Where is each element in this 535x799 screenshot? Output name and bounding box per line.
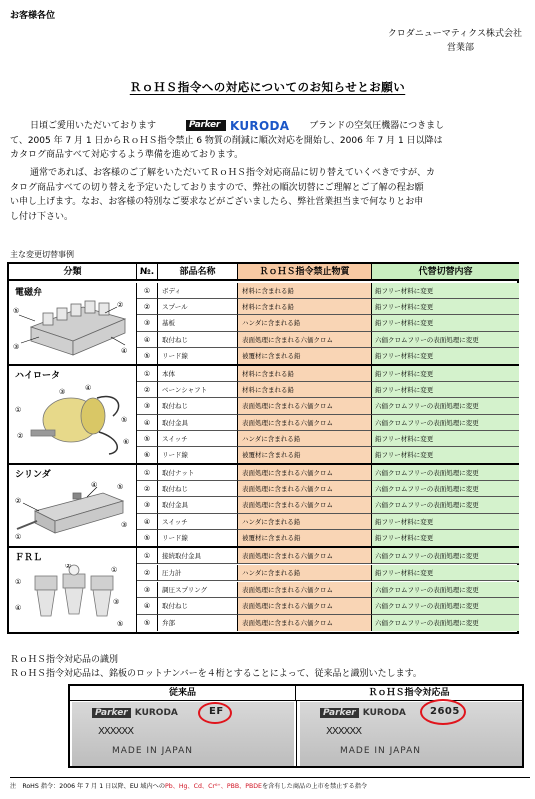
nameplate-parker: Parker	[320, 708, 359, 718]
intro-paragraph-2	[10, 166, 526, 224]
footnote-suffix: を含有した商品の上市を禁止する指令	[261, 783, 368, 790]
row-part: リード線	[158, 530, 238, 546]
header-category: 分類	[9, 264, 137, 281]
row-alternative: 六価クロムフリーの表面処理に変更	[372, 481, 519, 497]
divider	[296, 701, 297, 766]
row-substance: 表面処理に含まれる六価クロム	[238, 615, 372, 631]
row-part: 取付金具	[158, 497, 238, 513]
category-cell	[9, 366, 137, 463]
old-lot-number: EF	[209, 706, 224, 717]
row-part: スイッチ	[158, 431, 238, 447]
svg-text:⑤: ⑤	[117, 483, 124, 491]
svg-text:③: ③	[113, 598, 120, 606]
svg-text:②: ②	[15, 497, 22, 505]
header-substance: ＲｏＨＳ指令禁止物質	[238, 264, 372, 281]
old-nameplate-photo	[72, 702, 294, 766]
row-alternative: 鉛フリー材料に変更	[372, 565, 519, 581]
row-alternative: 六価クロムフリーの表面処理に変更	[372, 415, 519, 431]
svg-text:②: ②	[65, 564, 72, 570]
footnote-prefix: 注 RoHS 指令：2006 年 7 月 1 日以降、EU 域内への	[10, 783, 166, 790]
row-no: ④	[137, 415, 158, 431]
row-part: 取付ねじ	[158, 481, 238, 497]
intro-paragraph-1	[10, 119, 526, 163]
svg-text:⑤: ⑤	[117, 620, 124, 628]
row-no: ①	[137, 548, 158, 564]
row-no: ⑤	[137, 615, 158, 631]
row-part: スイッチ	[158, 514, 238, 530]
row-part: 接続取付金具	[158, 548, 238, 564]
row-substance: ハンダに含まれる鉛	[238, 431, 372, 447]
header-no: №.	[137, 264, 158, 281]
highlight-circle	[420, 699, 466, 725]
row-substance: 表面処理に含まれる六価クロム	[238, 332, 372, 348]
row-substance: 材料に含まれる鉛	[238, 382, 372, 398]
row-no: ④	[137, 332, 158, 348]
row-alternative: 鉛フリー材料に変更	[372, 299, 519, 315]
solenoid-valve-image	[13, 299, 133, 361]
category-label: ＦＲＬ	[15, 553, 43, 563]
row-no: ①	[137, 283, 158, 299]
row-no: ③	[137, 582, 158, 598]
row-substance: 材料に含まれる鉛	[238, 283, 372, 299]
made-in-japan: MADE IN JAPAN	[112, 746, 194, 756]
salutation: お客様各位	[10, 11, 56, 21]
row-no: ②	[137, 382, 158, 398]
svg-text:②: ②	[117, 301, 124, 309]
row-alternative: 六価クロムフリーの表面処理に変更	[372, 398, 519, 414]
made-in-japan: MADE IN JAPAN	[340, 746, 422, 756]
row-alternative: 六価クロムフリーの表面処理に変更	[372, 598, 519, 614]
intro-p2-line-2: タログ商品すべての切り替えを予定いたしておりますので、弊社の順次切替にご理解とご了解の程お願	[10, 182, 424, 193]
row-alternative: 鉛フリー材料に変更	[372, 431, 519, 447]
row-part: 本体	[158, 366, 238, 382]
svg-text:③: ③	[59, 388, 66, 396]
row-alternative: 鉛フリー材料に変更	[372, 366, 519, 382]
svg-text:④: ④	[91, 481, 98, 489]
identification-text: ＲｏＨＳ指令対応品は、銘板のロットナンバーを４桁とすることによって、従来品と識別いたします。	[10, 669, 422, 679]
row-no: ③	[137, 497, 158, 513]
category-label: シリンダ	[15, 470, 51, 480]
row-part: スプール	[158, 299, 238, 315]
footnote-substances: Pb、Hg、Cd、Cr⁶⁺、PBB、PBDE	[165, 783, 262, 790]
row-part: ボディ	[158, 283, 238, 299]
row-substance: 表面処理に含まれる六価クロム	[238, 415, 372, 431]
intro-line-1-pre: 日頃ご愛用いただいております	[30, 121, 157, 131]
row-no: ⑥	[137, 447, 158, 463]
category-label: 電磁弁	[15, 288, 43, 298]
row-substance: 表面処理に含まれる六価クロム	[238, 598, 372, 614]
row-substance: 表面処理に含まれる六価クロム	[238, 497, 372, 513]
group-hi-rotor	[9, 366, 517, 465]
row-alternative: 鉛フリー材料に変更	[372, 283, 519, 299]
row-alternative: 鉛フリー材料に変更	[372, 514, 519, 530]
row-alternative: 六価クロムフリーの表面処理に変更	[372, 332, 519, 348]
row-no: ⑤	[137, 348, 158, 364]
svg-text:⑤: ⑤	[121, 416, 128, 424]
row-part: リード線	[158, 348, 238, 364]
intro-p2-line-4: し付け下さい。	[10, 211, 74, 222]
parker-logo: Parker	[186, 120, 226, 131]
intro-p2-line-1: 通常であれば、お客様のご了解をいただいてＲｏＨＳ指令対応商品に切り替えていくべきですが、カ	[30, 168, 436, 178]
footnote	[10, 777, 530, 791]
row-no: ⑤	[137, 530, 158, 546]
intro-line-2: て、2005 年 7 月 1 日からＲｏＨＳ指令禁止 6 物質の削減に順次対応を開始し、2006 年 7 月 1 日以降は	[10, 135, 443, 146]
nameplate-brand	[320, 708, 406, 718]
row-part: 取付ナット	[158, 465, 238, 481]
table-caption: 主な変更切替事例	[10, 250, 74, 259]
svg-text:④: ④	[85, 384, 92, 392]
row-part: リード線	[158, 447, 238, 463]
svg-text:①: ①	[15, 533, 22, 541]
category-cell	[9, 283, 137, 364]
company-name: クロダニューマティクス株式会社	[387, 29, 522, 39]
identification-comparison	[68, 684, 524, 768]
row-part: 弁部	[158, 615, 238, 631]
nameplate-kuroda: KURODA	[362, 708, 406, 718]
row-substance: 表面処理に含まれる六価クロム	[238, 582, 372, 598]
row-substance: 表面処理に含まれる六価クロム	[238, 481, 372, 497]
category-cell	[9, 465, 137, 546]
svg-text:⑥: ⑥	[123, 438, 130, 446]
kuroda-logo: KURODA	[229, 118, 290, 133]
category-label: ハイロータ	[15, 371, 61, 381]
row-no: ⑤	[137, 431, 158, 447]
group-frl	[9, 548, 517, 632]
row-no: ③	[137, 398, 158, 414]
row-substance: 被覆材に含まれる鉛	[238, 530, 372, 546]
intro-line-3: カタログ商品すべて対応するよう準備を進めております。	[10, 150, 244, 160]
svg-text:①: ①	[111, 566, 118, 574]
row-substance: ハンダに含まれる鉛	[238, 315, 372, 331]
nameplate-parker: Parker	[92, 708, 131, 718]
row-part: 取付ねじ	[158, 598, 238, 614]
row-substance: 表面処理に含まれる六価クロム	[238, 548, 372, 564]
row-part: 取付金具	[158, 415, 238, 431]
nameplate-kuroda: KURODA	[134, 708, 178, 718]
header-alternative: 代替切替内容	[372, 264, 519, 281]
row-no: ①	[137, 366, 158, 382]
hi-rotor-image	[13, 382, 133, 460]
row-substance: 材料に含まれる鉛	[238, 299, 372, 315]
row-no: ②	[137, 299, 158, 315]
new-nameplate-photo	[300, 702, 522, 766]
row-part: 取付ねじ	[158, 332, 238, 348]
row-alternative: 鉛フリー材料に変更	[372, 382, 519, 398]
intro-p2-line-3: い申し上げます。なお、お客様の特別なご要求などがございましたら、弊社営業担当まで何なりとお申	[10, 197, 424, 207]
svg-text:①: ①	[15, 578, 22, 586]
row-alternative: 鉛フリー材料に変更	[372, 315, 519, 331]
nameplate-brand	[92, 708, 178, 718]
row-no: ①	[137, 465, 158, 481]
row-part: 取付ねじ	[158, 398, 238, 414]
row-no: ④	[137, 514, 158, 530]
row-alternative: 六価クロムフリーの表面処理に変更	[372, 548, 519, 564]
row-alternative: 鉛フリー材料に変更	[372, 447, 519, 463]
row-alternative: 鉛フリー材料に変更	[372, 348, 519, 364]
cylinder-image	[13, 481, 133, 543]
svg-text:⑤: ⑤	[13, 307, 20, 315]
new-lot-number: 2605	[430, 706, 460, 717]
group-solenoid-valve	[9, 283, 517, 366]
row-part: 圧力計	[158, 565, 238, 581]
row-alternative: 六価クロムフリーの表面処理に変更	[372, 497, 519, 513]
svg-text:④: ④	[121, 347, 128, 355]
row-alternative: 六価クロムフリーの表面処理に変更	[372, 465, 519, 481]
department-name: 営業部	[446, 43, 474, 53]
row-substance: 被覆材に含まれる鉛	[238, 348, 372, 364]
row-substance: 材料に含まれる鉛	[238, 366, 372, 382]
row-no: ②	[137, 481, 158, 497]
svg-text:①: ①	[15, 406, 22, 414]
row-substance: ハンダに含まれる鉛	[238, 565, 372, 581]
change-table	[7, 262, 519, 634]
row-alternative: 六価クロムフリーの表面処理に変更	[372, 615, 519, 631]
frl-image	[13, 564, 133, 630]
page-title: ＲｏＨＳ指令への対応についてのお知らせとお願い	[129, 80, 406, 94]
row-part: ベーンシャフト	[158, 382, 238, 398]
nameplate-stars: XXXXXX	[98, 726, 134, 737]
intro-line-1-post: ブランドの空気圧機器につきまし	[309, 121, 445, 131]
row-substance: ハンダに含まれる鉛	[238, 514, 372, 530]
nameplate-stars: XXXXXX	[326, 726, 362, 737]
row-substance: 表面処理に含まれる六価クロム	[238, 398, 372, 414]
svg-text:④: ④	[15, 604, 22, 612]
group-cylinder	[9, 465, 517, 548]
row-no: ④	[137, 598, 158, 614]
row-alternative: 六価クロムフリーの表面処理に変更	[372, 582, 519, 598]
svg-text:③: ③	[13, 343, 20, 351]
row-substance: 表面処理に含まれる六価クロム	[238, 465, 372, 481]
old-product-label: 従来品	[70, 686, 296, 701]
svg-text:③: ③	[121, 521, 128, 529]
row-part: 調圧スプリング	[158, 582, 238, 598]
highlight-circle	[198, 702, 232, 724]
header-part: 部品名称	[158, 264, 238, 281]
svg-text:②: ②	[17, 432, 24, 440]
new-product-label: ＲｏＨＳ指令対応品	[296, 686, 522, 701]
identification-heading: ＲｏＨＳ指令対応品の識別	[10, 655, 119, 665]
row-no: ③	[137, 315, 158, 331]
row-no: ②	[137, 565, 158, 581]
row-alternative: 鉛フリー材料に変更	[372, 530, 519, 546]
row-substance: 被覆材に含まれる鉛	[238, 447, 372, 463]
row-part: 基板	[158, 315, 238, 331]
category-cell	[9, 548, 137, 632]
